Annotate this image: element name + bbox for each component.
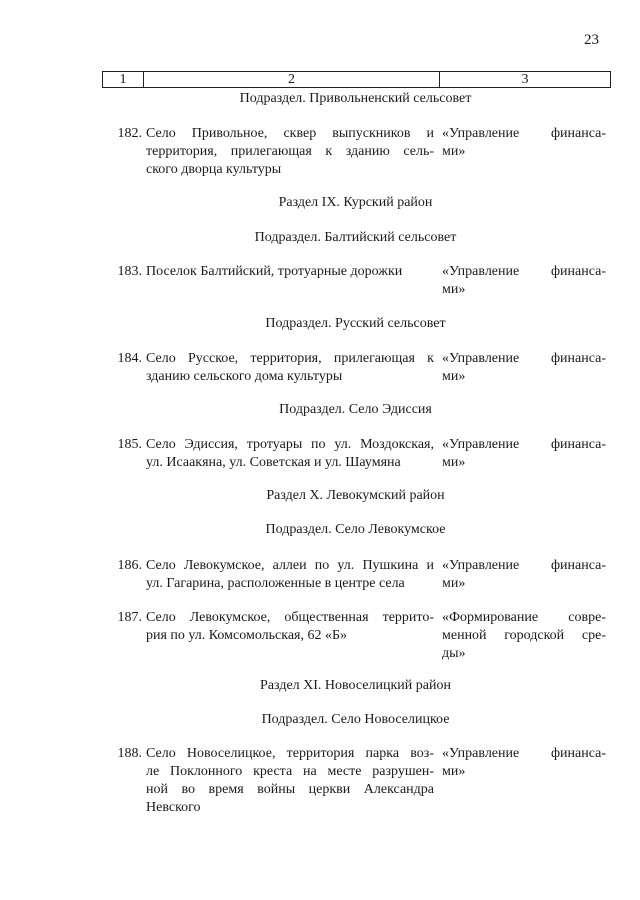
- column-header-3: 3: [521, 72, 529, 87]
- page-number: 23: [584, 32, 599, 48]
- source-line: «Управление финанса-: [442, 264, 606, 279]
- column-header-row: [102, 71, 611, 88]
- entry-description: [146, 745, 434, 817]
- column-header-1: 1: [103, 72, 144, 87]
- entry-number: 186.: [117, 558, 142, 573]
- entry-source: [442, 263, 606, 299]
- table-row: [102, 125, 609, 179]
- subsection-heading-edissiya: Подраздел. Село Эдиссия: [279, 402, 432, 417]
- entry-number: 188.: [117, 746, 142, 761]
- source-line: ми»: [442, 455, 466, 470]
- entry-description: [146, 609, 434, 645]
- description-line: ле Поклонного креста на месте разрушен-: [146, 764, 434, 779]
- entry-source: [442, 609, 606, 663]
- source-line: ми»: [442, 764, 466, 779]
- description-line: Поселок Балтийский, тротуарные дорожки: [146, 264, 403, 279]
- subsection-heading-privolnenskiy: Подраздел. Привольненский сельсовет: [239, 91, 472, 106]
- entry-description: [146, 263, 434, 281]
- entry-description: [146, 125, 434, 179]
- section-heading-kursky: Раздел IX. Курский район: [278, 195, 433, 210]
- source-line: ми»: [442, 282, 466, 297]
- source-line: ми»: [442, 576, 466, 591]
- table-row: [102, 745, 609, 817]
- source-line: «Управление финанса-: [442, 746, 606, 761]
- description-line: Село Русское, территория, прилегающая к: [146, 351, 434, 366]
- subsection-heading-russkiy: Подраздел. Русский сельсовет: [265, 316, 446, 331]
- entry-number: 187.: [117, 610, 142, 625]
- section-heading-novoselitskiy: Раздел XI. Новоселицкий район: [260, 678, 451, 693]
- description-line: зданию сельского дома культуры: [146, 369, 343, 384]
- entry-description: [146, 436, 434, 472]
- source-line: «Формирование совре-: [442, 610, 606, 625]
- source-line: менной городской сре-: [442, 628, 606, 643]
- entry-number: 184.: [117, 351, 142, 366]
- entry-source: [442, 125, 606, 161]
- table-row: [102, 350, 609, 386]
- subsection-heading-baltiyskiy: Подраздел. Балтийский сельсовет: [254, 230, 457, 245]
- entry-source: [442, 745, 606, 781]
- entry-number: 183.: [117, 264, 142, 279]
- column-header-2: 2: [144, 72, 440, 87]
- table-row: [102, 609, 609, 663]
- description-line: Невского: [146, 800, 201, 815]
- source-line: «Управление финанса-: [442, 558, 606, 573]
- source-line: ми»: [442, 144, 466, 159]
- description-line: рия по ул. Комсомольская, 62 «Б»: [146, 628, 348, 643]
- entry-source: [442, 436, 606, 472]
- table-row: [102, 436, 609, 472]
- subsection-heading-novoselitskoe: Подраздел. Село Новоселицкое: [261, 712, 450, 727]
- entry-source: [442, 557, 606, 593]
- description-line: Село Левокумское, общественная террито-: [146, 610, 434, 625]
- description-line: ной во время войны церкви Александра: [146, 782, 434, 797]
- description-line: ул. Исаакяна, ул. Советская и ул. Шаумяна: [146, 455, 401, 470]
- source-line: «Управление финанса-: [442, 437, 606, 452]
- description-line: ского дворца культуры: [146, 162, 282, 177]
- description-line: Село Эдиссия, тротуары по ул. Моздокская,: [146, 437, 434, 452]
- description-line: Село Новоселицкое, территория парка воз-: [146, 746, 434, 761]
- subsection-heading-levokumskoe: Подраздел. Село Левокумское: [265, 522, 446, 537]
- entry-description: [146, 350, 434, 386]
- description-line: Село Левокумское, аллеи по ул. Пушкина и: [146, 558, 434, 573]
- description-line: ул. Гагарина, расположенные в центре села: [146, 576, 405, 591]
- entry-description: [146, 557, 434, 593]
- entry-source: [442, 350, 606, 386]
- section-heading-levokumskiy: Раздел X. Левокумский район: [266, 488, 445, 503]
- description-line: территория, прилегающая к зданию сель-: [146, 144, 434, 159]
- entry-number: 185.: [117, 437, 142, 452]
- description-line: Село Привольное, сквер выпускников и: [146, 126, 434, 141]
- source-line: «Управление финанса-: [442, 126, 606, 141]
- source-line: ды»: [442, 646, 466, 661]
- table-row: [102, 557, 609, 593]
- source-line: ми»: [442, 369, 466, 384]
- entry-number: 182.: [117, 126, 142, 141]
- table-row: [102, 263, 609, 299]
- source-line: «Управление финанса-: [442, 351, 606, 366]
